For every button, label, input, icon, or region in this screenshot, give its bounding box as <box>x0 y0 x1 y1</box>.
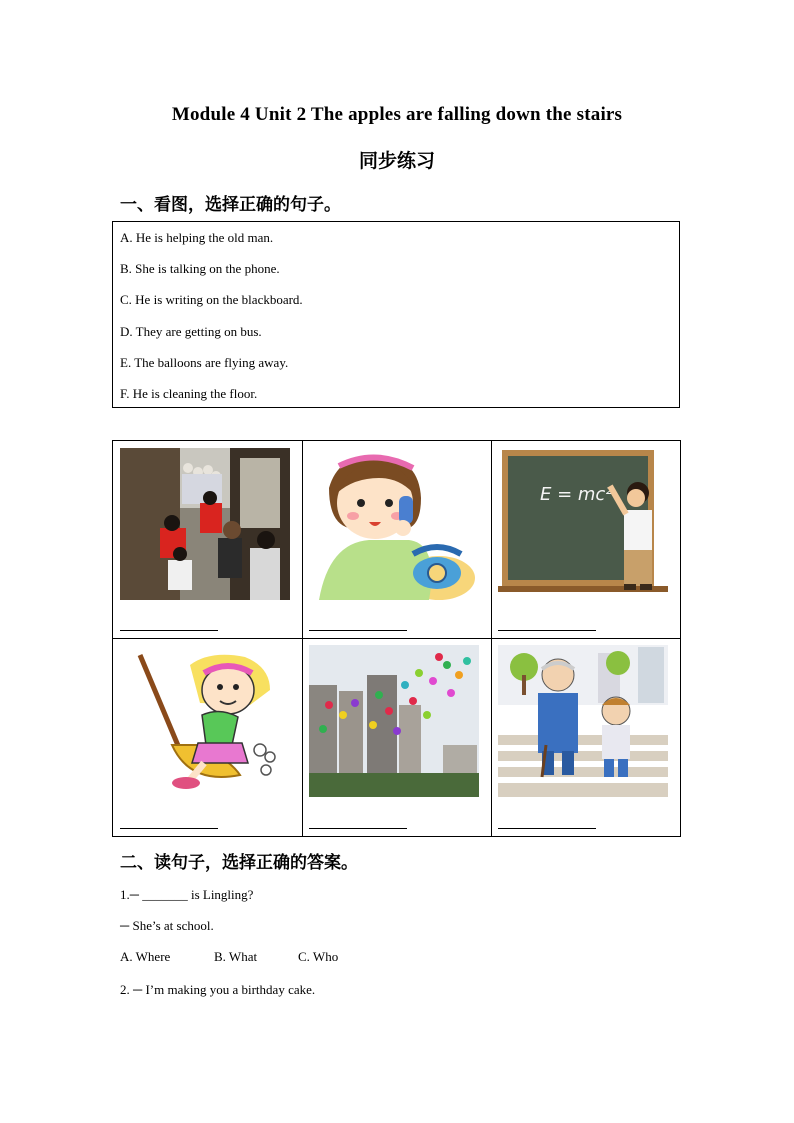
option-f: F. He is cleaning the floor. <box>120 386 258 401</box>
choice-c[interactable]: C. Who <box>298 949 339 964</box>
boy-blackboard-icon <box>498 448 668 600</box>
boy-helping-old-man-icon <box>498 645 668 797</box>
answer-blank-6[interactable] <box>498 828 596 829</box>
options-box <box>112 221 680 408</box>
option-b: B. She is talking on the phone. <box>120 261 280 276</box>
blackboard-formula: E = mc² <box>540 484 613 505</box>
option-a: A. He is helping the old man. <box>120 230 274 245</box>
option-c: C. He is writing on the blackboard. <box>120 292 303 307</box>
answer-blank-3[interactable] <box>498 630 596 631</box>
answer-blank-5[interactable] <box>309 828 407 829</box>
girl-sweeping-icon <box>120 645 290 797</box>
section-2-heading: 二、读句子，选择正确的答案。 <box>120 853 358 873</box>
section-1-heading: 一、看图，选择正确的句子。 <box>120 195 341 215</box>
question-1: 1.─ _______ is Lingling? <box>120 887 254 902</box>
answer-blank-4[interactable] <box>120 828 218 829</box>
choice-b[interactable]: B. What <box>214 949 258 964</box>
picture-grid <box>112 440 681 837</box>
option-e: E. The balloons are flying away. <box>120 355 289 370</box>
answer-blank-1[interactable] <box>120 630 218 631</box>
page-title: Module 4 Unit 2 The apples are falling down the stairs <box>171 104 623 125</box>
question-2: 2. ─ I’m making you a birthday cake. <box>120 982 316 997</box>
answer-blank-2[interactable] <box>309 630 407 631</box>
question-1-reply: ─ She’s at school. <box>120 918 214 933</box>
choice-a[interactable]: A. Where <box>120 949 171 964</box>
balloons-photo <box>309 645 479 797</box>
bus-queue-photo <box>120 448 290 600</box>
option-d: D. They are getting on bus. <box>120 324 262 339</box>
girl-phone-icon <box>309 448 479 600</box>
page-subtitle: 同步练习 <box>358 150 435 172</box>
